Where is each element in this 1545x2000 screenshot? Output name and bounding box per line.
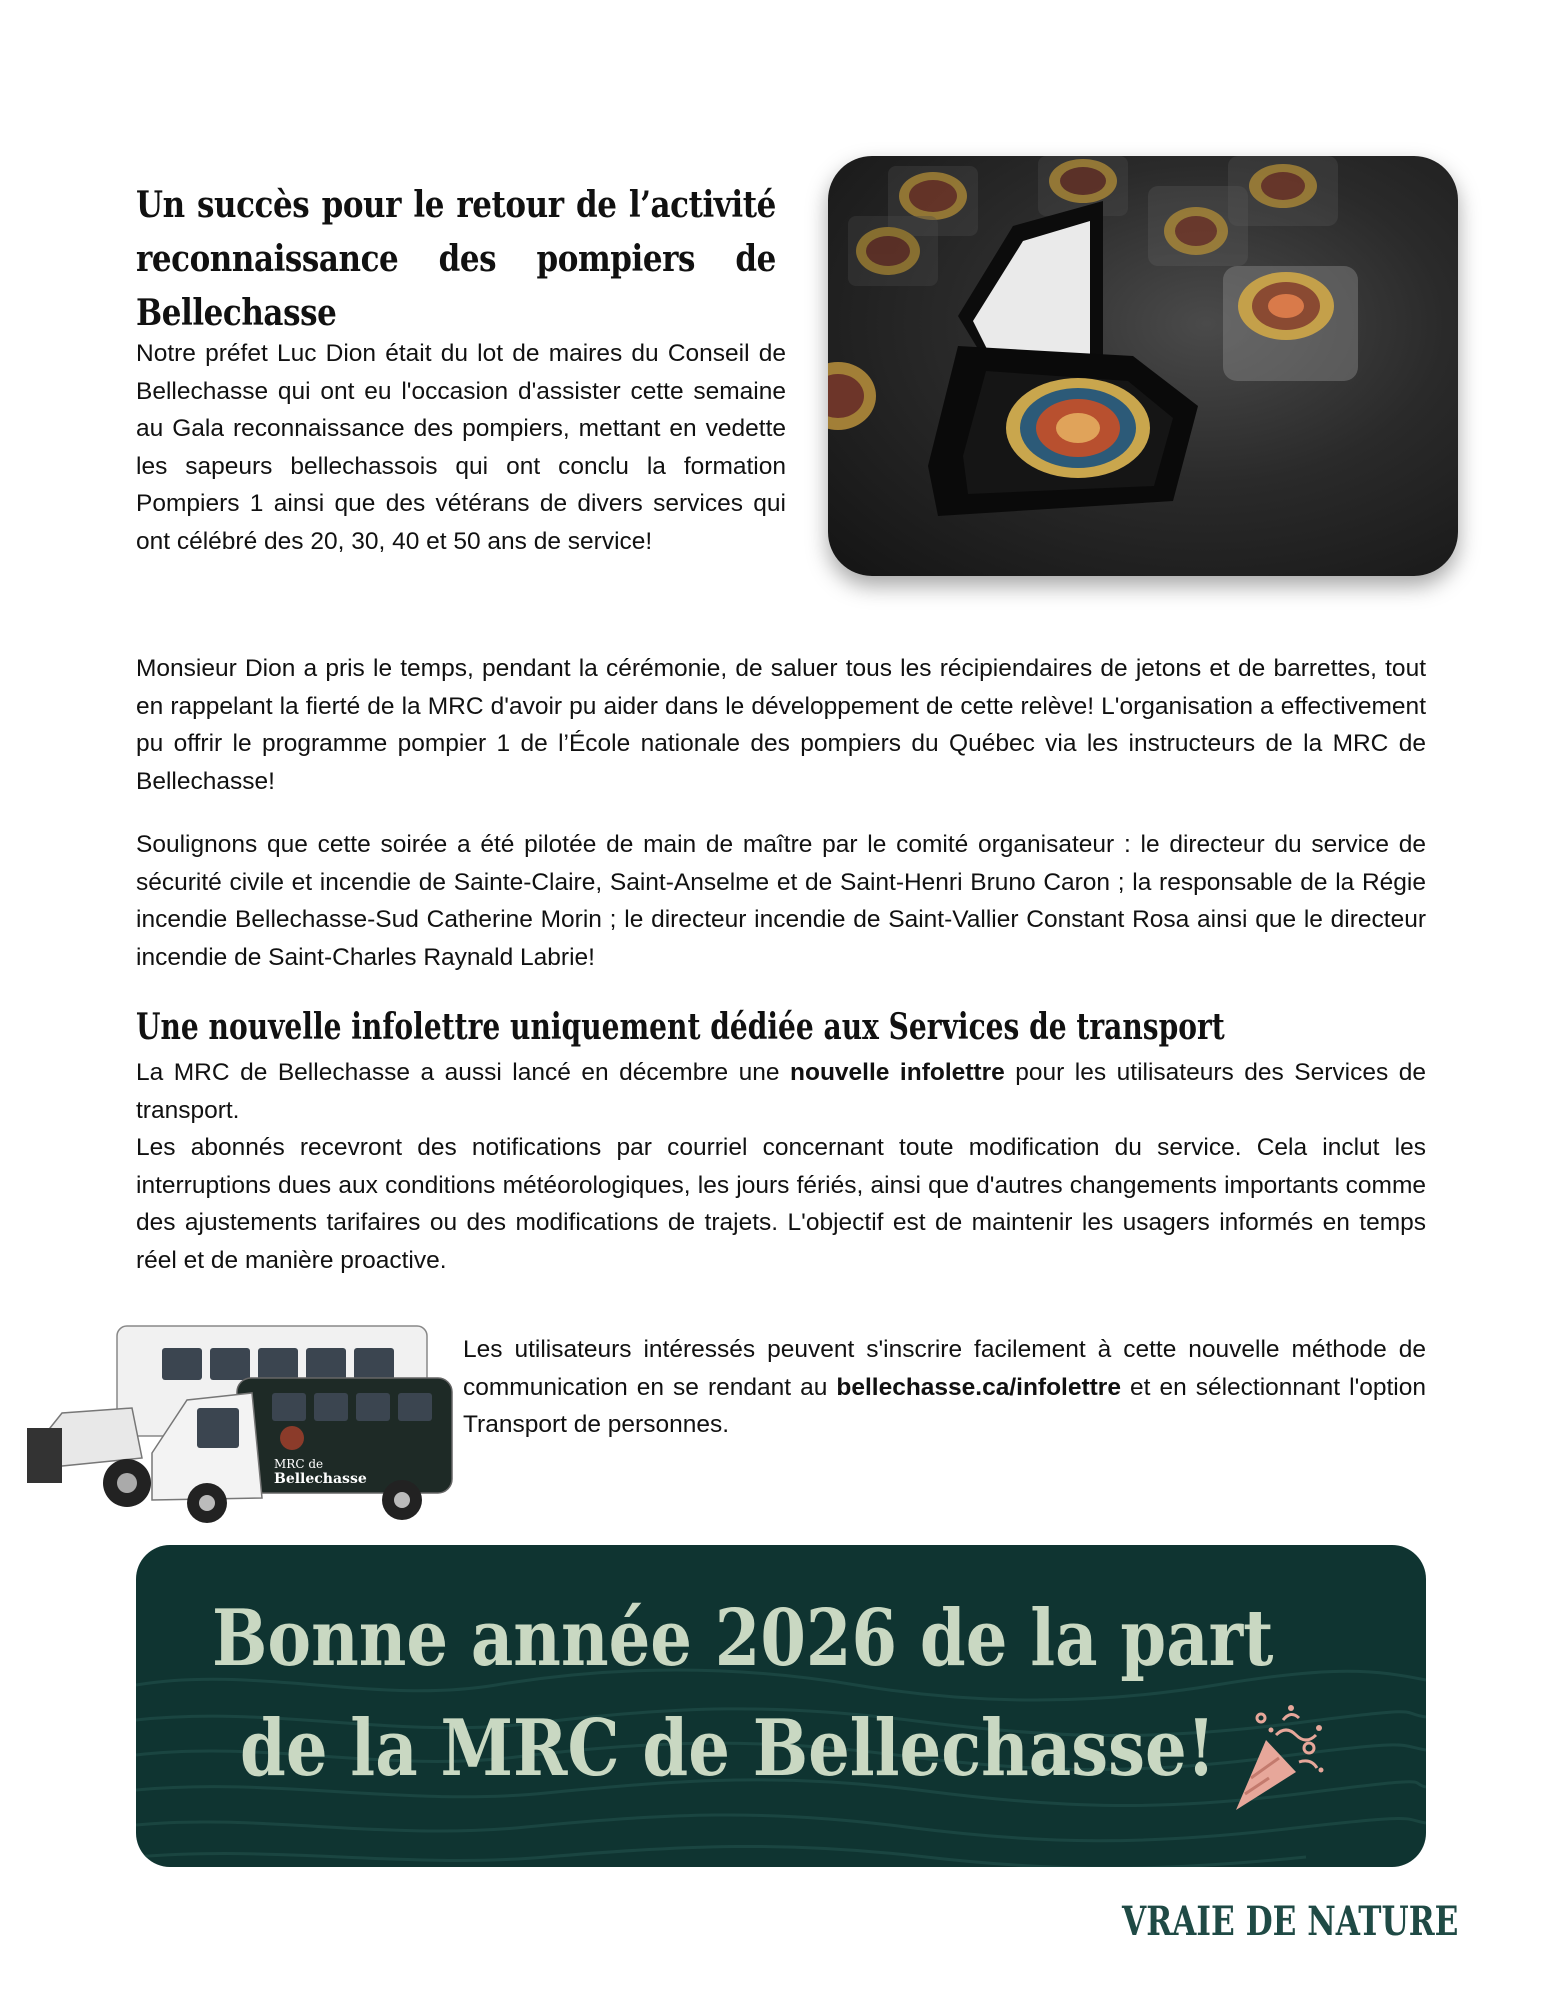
article1-paragraph-3: Soulignons que cette soirée a été pilotée de main de maître par le comité organisateur : le directeur du service de sécurité civile et incendie de Sainte-Claire, Saint-Anselme et de Saint-Henri Bruno Caron ; la responsable de la Régie incendie Bellechasse-Sud Catherine Morin ; le directeur incendie de Saint-Vallier Constant Rosa ainsi que le directeur incendie de Saint-Charles Raynald Labrie! (136, 831, 1426, 971)
article2-paragraph-2: Les abonnés recevront des notifications par courriel concernant toute modification du service. Cela inclut les interruptions dues aux conditions météorologiques, les jours fériés, ainsi que d'autres changements importants comme des ajustements tarifaires ou des modifications de trajets. L'objectif est de maintenir les usagers informés en temps réel et de manière proactive. (136, 1134, 1426, 1274)
article1-paragraph-1: Notre préfet Luc Dion était du lot de maires du Conseil de Bellechasse qui ont eu l'occasion d'assister cette semaine au Gala reconnaissance des pompiers, mettant en vedette les sapeurs bellechassois qui ont conclu la formation Pompiers 1 ainsi que des vétérans de divers services qui ont célébré des 20, 30, 40 et 50 ans de service! (136, 340, 786, 555)
article2-body (136, 1054, 1426, 1279)
banner-line-2: de la MRC de Bellechasse! (240, 1703, 1216, 1794)
brand-wordmark: VRAIE DE NATURE (1122, 1898, 1459, 1945)
new-year-banner (136, 1545, 1426, 1867)
text-span: Les utilisateurs intéressés peuvent s'inscrire facilement à cette nouvelle méthode de communication en se rendant au (463, 1336, 1426, 1401)
article-title-infolettre: Une nouvelle infolettre uniquement dédiée aux Services de transport (136, 1006, 1225, 1048)
text-span: La MRC de Bellechasse a aussi lancé en décembre une (136, 1059, 791, 1086)
article-title-pompiers: Un succès pour le retour de l’activité reconnaissance des pompiers de Bellechasse (136, 184, 776, 334)
bus-illustration (22, 1318, 462, 1536)
banner-line-1: Bonne année 2026 de la part (212, 1593, 1274, 1684)
bus-sign-line2: Bellechasse (274, 1471, 367, 1487)
transport-buses-image (22, 1318, 462, 1536)
article2-paragraph-1 (136, 1054, 1426, 1129)
article1-paragraph-2: Monsieur Dion a pris le temps, pendant la cérémonie, de saluer tous les récipiendaires de jetons et de barrettes, tout en rappelant la fierté de la MRC d'avoir pu aider dans le développement de cette relève! L'organisation a effectivement pu offrir le programme pompier 1 de l’École nationale des pompiers du Québec via les instructeurs de la MRC de Bellechasse! (136, 655, 1426, 795)
infolettre-link[interactable]: bellechasse.ca/infolettre (836, 1373, 1121, 1401)
bold-text: nouvelle infolettre (790, 1059, 1005, 1086)
text-span: pour les utilisateurs des Services de transport. (136, 1059, 1426, 1124)
bus-sign-line1: MRC de (274, 1457, 324, 1471)
medal-photo (828, 156, 1458, 576)
party-popper-icon (1221, 1700, 1331, 1820)
article2-paragraph-3 (463, 1331, 1426, 1444)
text-span: et en sélectionnant l'option Transport de personnes. (463, 1373, 1426, 1438)
medal-illustration (828, 156, 1458, 576)
